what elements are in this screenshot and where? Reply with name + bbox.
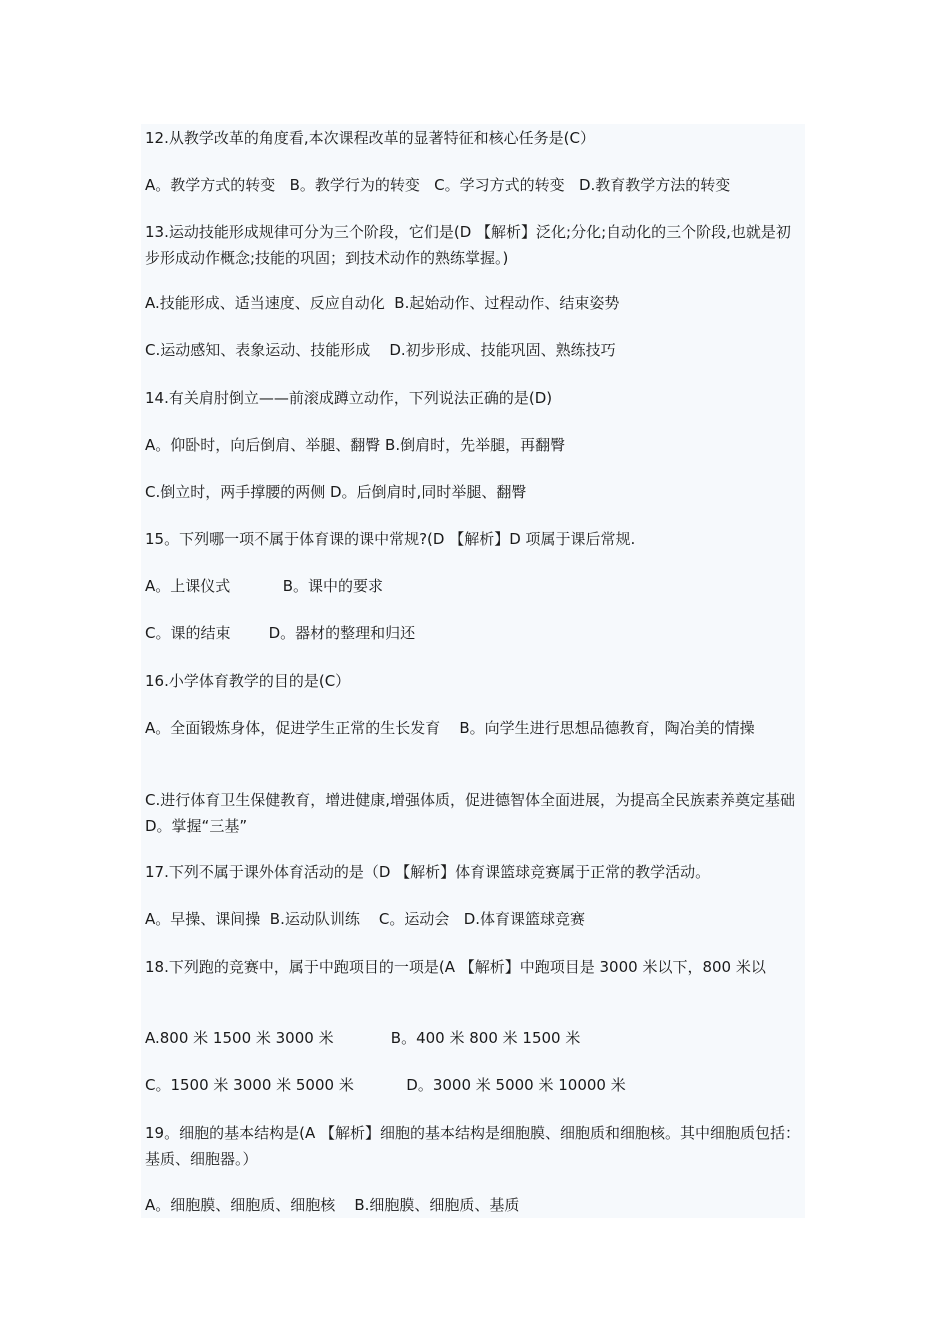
question-15-options-cd: C。课的结束 D。器材的整理和归还 <box>145 624 416 642</box>
question-18-options-cd: C。1500 米 3000 米 5000 米 D。3000 米 5000 米 10000 米 <box>145 1076 626 1094</box>
question-14-options-ab: A。仰卧时，向后倒肩、举腿、翻臀 B.倒肩时，先举腿，再翻臀 <box>145 436 566 454</box>
question-16-options-ab: A。全面锻炼身体，促进学生正常的生长发育 B。向学生进行思想品德教育，陶冶美的情操 <box>145 719 755 737</box>
question-18: 18.下列跑的竞赛中，属于中跑项目的一项是(A 【解析】中跑项目是 3000 米以下，800 米以 <box>145 958 766 976</box>
question-12: 12.从教学改革的角度看,本次课程改革的显著特征和核心任务是(C） <box>145 129 595 147</box>
question-16-options-cd: C.进行体育卫生保健教育，增进健康,增强体质，促进德智体全面进展，为提高全民族素养奠定基础 D。掌握“三基” <box>145 791 910 835</box>
question-15-options-ab: A。上课仪式 B。课中的要求 <box>145 577 384 595</box>
question-19-options-ab: A。细胞膜、细胞质、细胞核 B.细胞膜、细胞质、基质 <box>145 1196 520 1214</box>
question-17: 17.下列不属于课外体育活动的是（D 【解析】体育课篮球竞赛属于正常的教学活动。 <box>145 863 711 881</box>
question-19: 19。细胞的基本结构是(A 【解析】细胞的基本结构是细胞膜、细胞质和细胞核。其中细胞质包括：基质、细胞器。） <box>145 1124 800 1168</box>
question-17-options: A。早操、课间操 B.运动队训练 C。运动会 D.体育课篮球竞赛 <box>145 910 586 928</box>
question-14: 14.有关肩肘倒立——前滚成蹲立动作，下列说法正确的是(D) <box>145 389 553 407</box>
question-15: 15。下列哪一项不属于体育课的课中常规?(D 【解析】D 项属于课后常规. <box>145 530 636 548</box>
question-16: 16.小学体育教学的目的是(C） <box>145 672 351 690</box>
question-13-options-ab: A.技能形成、适当速度、反应自动化 B.起始动作、过程动作、结束姿势 <box>145 294 620 312</box>
question-12-options: A。教学方式的转变 B。教学行为的转变 C。学习方式的转变 D.教育教学方法的转变 <box>145 176 731 194</box>
question-13-options-cd: C.运动感知、表象运动、技能形成 D.初步形成、技能巩固、熟练技巧 <box>145 341 616 359</box>
question-18-options-ab: A.800 米 1500 米 3000 米 B。400 米 800 米 1500 米 <box>145 1029 581 1047</box>
document-content <box>141 124 910 1218</box>
question-13: 13.运动技能形成规律可分为三个阶段，它们是(D 【解析】泛化;分化;自动化的三个阶段,也就是初步形成动作概念;技能的巩固；到技术动作的熟练掌握。) <box>145 223 791 267</box>
question-14-options-cd: C.倒立时，两手撑腰的两侧 D。后倒肩时,同时举腿、翻臀 <box>145 483 527 501</box>
